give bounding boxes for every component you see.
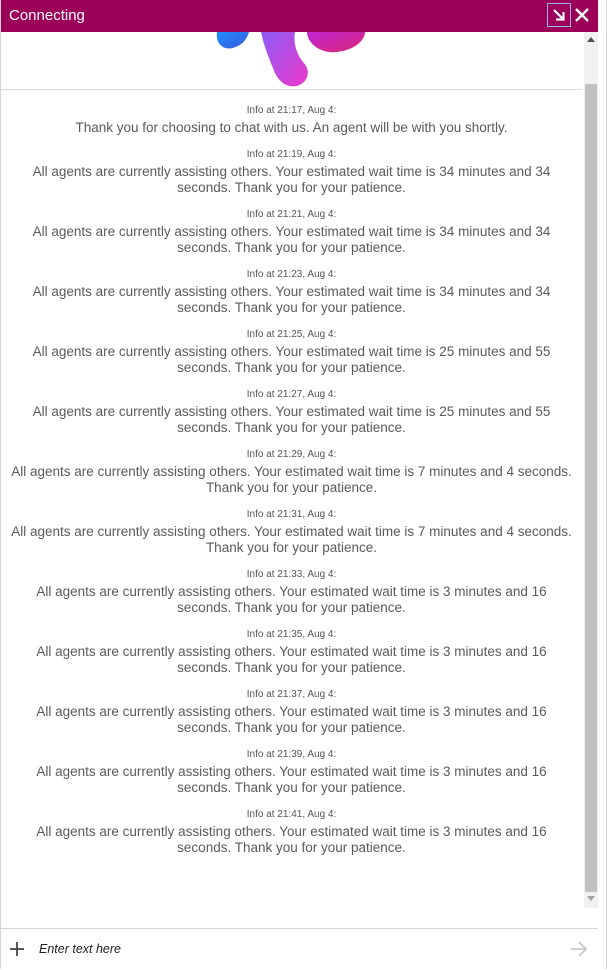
title-bar — [1, 0, 598, 32]
chat-message — [1, 448, 582, 496]
close-icon — [574, 7, 590, 23]
chat-message — [1, 568, 582, 616]
brand-logo — [211, 32, 371, 89]
message-text: All agents are currently assisting others. Your estimated wait time is 3 minutes and 16 seconds. Thank you for your patience. — [36, 644, 547, 675]
close-button[interactable] — [573, 6, 591, 24]
window-title: Connecting — [9, 7, 85, 24]
attach-button[interactable] — [9, 941, 25, 957]
message-text: All agents are currently assisting others. Your estimated wait time is 25 minutes and 55 seconds. Thank you for your patience. — [32, 404, 551, 435]
message-timestamp: Info at 21:19, Aug 4: — [246, 149, 337, 160]
message-text: All agents are currently assisting others. Your estimated wait time is 25 minutes and 55 seconds. Thank you for your patience. — [32, 344, 551, 375]
message-timestamp: Info at 21:27, Aug 4: — [246, 389, 337, 400]
message-text: All agents are currently assisting others. Your estimated wait time is 7 minutes and 4 seconds. Thank you for your patience. — [11, 524, 572, 555]
minimize-button[interactable] — [547, 3, 571, 27]
message-timestamp: Info at 21:31, Aug 4: — [246, 509, 337, 520]
message-timestamp: Info at 21:39, Aug 4: — [246, 749, 337, 760]
message-timestamp: Info at 21:29, Aug 4: — [246, 449, 337, 460]
arrow-right-icon — [569, 940, 589, 958]
arrow-down-right-icon — [551, 7, 567, 23]
vertical-scrollbar[interactable] — [584, 32, 598, 908]
brand-logo-area — [1, 32, 582, 90]
chat-message — [1, 748, 582, 796]
chat-message — [1, 208, 582, 256]
message-text: All agents are currently assisting others. Your estimated wait time is 3 minutes and 16 seconds. Thank you for your patience. — [36, 764, 547, 795]
chat-text-input[interactable] — [39, 939, 549, 959]
message-text: Thank you for choosing to chat with us. An agent will be with you shortly. — [75, 120, 508, 135]
message-list — [1, 104, 582, 868]
chat-message — [1, 388, 582, 436]
plus-icon — [9, 941, 25, 957]
message-text: All agents are currently assisting others. Your estimated wait time is 3 minutes and 16 seconds. Thank you for your patience. — [36, 704, 547, 735]
message-timestamp: Info at 21:25, Aug 4: — [246, 329, 337, 340]
message-text: All agents are currently assisting others. Your estimated wait time is 34 minutes and 34 seconds. Thank you for your patience. — [32, 164, 551, 195]
send-button[interactable] — [569, 940, 589, 958]
message-timestamp: Info at 21:35, Aug 4: — [246, 629, 337, 640]
scroll-thumb[interactable] — [585, 84, 597, 892]
message-composer — [1, 928, 598, 970]
chat-message — [1, 808, 582, 856]
message-text: All agents are currently assisting others. Your estimated wait time is 34 minutes and 34 seconds. Thank you for your patience. — [32, 224, 551, 255]
chat-message — [1, 104, 582, 136]
scroll-up-arrow[interactable] — [587, 37, 595, 42]
message-timestamp: Info at 21:41, Aug 4: — [246, 809, 337, 820]
message-timestamp: Info at 21:37, Aug 4: — [246, 689, 337, 700]
chat-message — [1, 268, 582, 316]
chat-message — [1, 148, 582, 196]
message-text: All agents are currently assisting others. Your estimated wait time is 7 minutes and 4 seconds. Thank you for your patience. — [11, 464, 572, 495]
chat-message — [1, 328, 582, 376]
message-timestamp: Info at 21:33, Aug 4: — [246, 569, 337, 580]
message-timestamp: Info at 21:17, Aug 4: — [246, 105, 337, 116]
scroll-down-arrow[interactable] — [587, 896, 595, 901]
chat-message — [1, 688, 582, 736]
chat-message — [1, 508, 582, 556]
message-timestamp: Info at 21:21, Aug 4: — [246, 209, 337, 220]
chat-message — [1, 628, 582, 676]
message-timestamp: Info at 21:23, Aug 4: — [246, 269, 337, 280]
message-text: All agents are currently assisting others. Your estimated wait time is 34 minutes and 34 seconds. Thank you for your patience. — [32, 284, 551, 315]
message-text: All agents are currently assisting others. Your estimated wait time is 3 minutes and 16 seconds. Thank you for your patience. — [36, 824, 547, 855]
message-text: All agents are currently assisting others. Your estimated wait time is 3 minutes and 16 seconds. Thank you for your patience. — [36, 584, 547, 615]
